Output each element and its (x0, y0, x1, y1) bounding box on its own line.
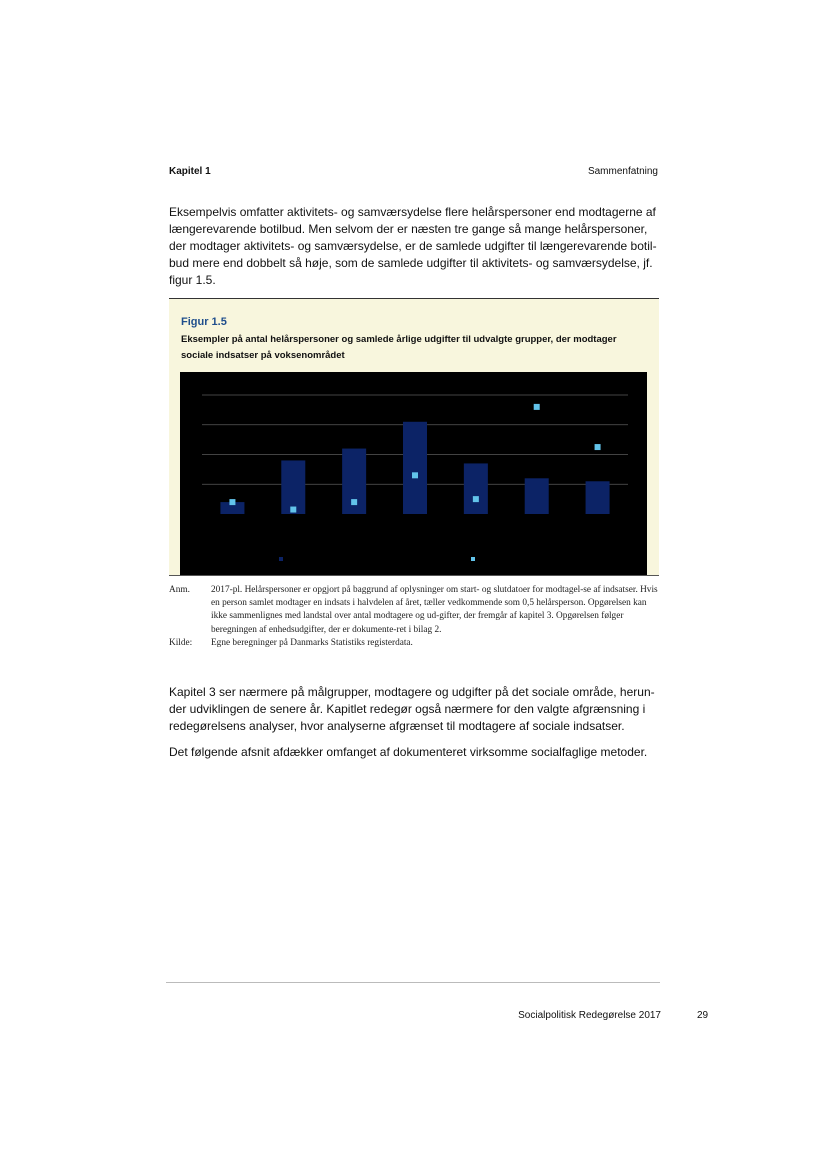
chart-area (180, 372, 647, 575)
intro-paragraph: Eksempelvis omfatter aktivitets- og samværsydelse flere helårspersoner end modtagerne af længerevarende botilbud. Men selvom der er næsten tre gange så mange helårspersoner, der modtager aktivitets- og samværsydelse, er de samlede udgifter til længerevarende botil-bud mere end dobbelt så høje, som de samlede udgifter til aktivitets- og samværsydelse, jf. figur 1.5. (169, 205, 657, 287)
bar-7 (586, 481, 610, 514)
bar-5 (464, 463, 488, 514)
marker-1 (229, 499, 235, 505)
note-anm (169, 584, 661, 637)
footer-title: Socialpolitisk Redegørelse 2017 (518, 1010, 661, 1021)
figure-number: Figur 1.5 (181, 316, 227, 328)
section-label: Sammenfatning (587, 166, 658, 177)
chart-svg (180, 372, 647, 575)
figure-title: Eksempler på antal helårspersoner og samlede årlige udgifter til udvalgte grupper, der modtager sociale indsatser på voksenområdet (181, 334, 617, 361)
bar-6 (525, 478, 549, 514)
note-kilde (169, 637, 661, 650)
note-kilde-text: Egne beregninger på Danmarks Statistiks registerdata. (211, 637, 413, 648)
marker-5 (473, 496, 479, 502)
marker-3 (351, 499, 357, 505)
marker-6 (534, 404, 540, 410)
figure-notes (169, 584, 661, 650)
marker-4 (412, 472, 418, 478)
figure-bottom-rule (169, 575, 659, 576)
page-number: 29 (697, 1010, 709, 1021)
bar-2 (281, 460, 305, 514)
legend-swatch-bars (279, 557, 283, 561)
marker-2 (290, 507, 296, 513)
paragraph-3: Det følgende afsnit afdækker omfanget af dokumenteret virksomme socialfaglige metoder. (169, 745, 648, 759)
note-anm-label: Anm. (169, 585, 190, 595)
paragraph-2: Kapitel 3 ser nærmere på målgrupper, modtagere og udgifter på det sociale område, herun-der udviklingen de senere år. Kapitlet redegør også nærmere for den valgte afgrænsning i redegørelsens analyser, hvor analyserne afgrænset til modtagere af sociale indsatser. (169, 685, 655, 733)
chapter-label: Kapitel 1 (169, 166, 211, 177)
note-kilde-label: Kilde: (169, 637, 193, 648)
note-anm-text: 2017-pl. Helårspersoner er opgjort på baggrund af oplysninger om start- og slutdatoer for modtagel-se af indsatser. Hvis en person samlet modtager en indsats i halvdelen af året, tæller vedkommende som 0,5 helårsperson. Opgørelsen kan ikke sammenlignes med landstal over antal modtagere og ud-gifter, der fremgår af kapitel 3. Opgørelsen følger beregningen af enhedsudgifter, der er dokumente-ret i bilag 2. (211, 585, 658, 635)
marker-7 (595, 444, 601, 450)
bar-4 (403, 422, 427, 514)
footer-rule (166, 982, 660, 983)
figure-top-rule (169, 298, 659, 299)
legend-swatch-markers (471, 557, 475, 561)
